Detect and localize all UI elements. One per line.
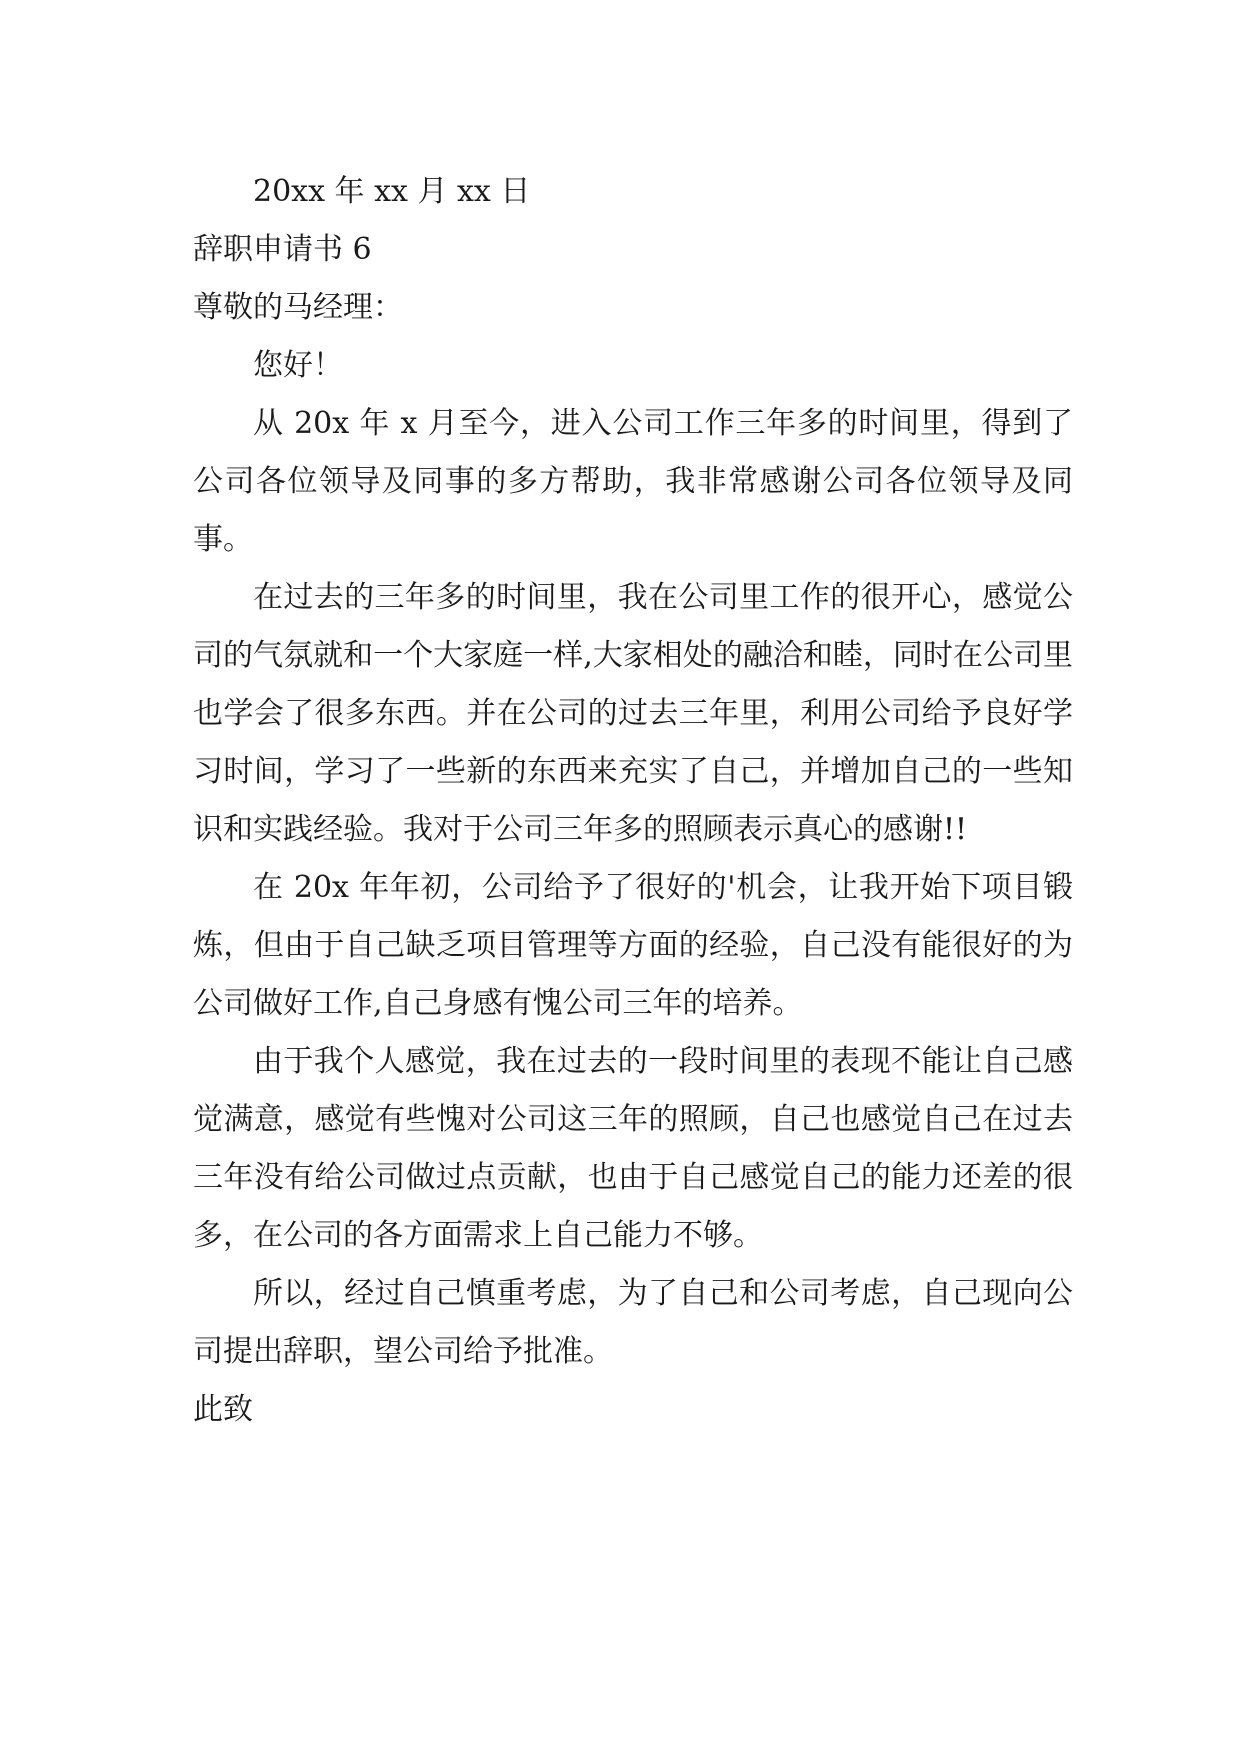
letter-page bbox=[193, 163, 1073, 1439]
paragraph-3: 在 20x 年年初，公司给予了很好的'机会，让我开始下项目锻炼，但由于自己缺乏项目管理等方面的经验，自己没有能很好的为公司做好工作,自己身感有愧公司三年的培养。 bbox=[193, 870, 1073, 1021]
paragraph-1: 从 20x 年 x 月至今，进入公司工作三年多的时间里，得到了公司各位领导及同事的多方帮助，我非常感谢公司各位领导及同事。 bbox=[193, 406, 1073, 557]
paragraph-5: 所以，经过自己慎重考虑，为了自己和公司考虑，自己现向公司提出辞职，望公司给予批准。 bbox=[193, 1276, 1073, 1369]
greeting: 您好！ bbox=[253, 348, 343, 383]
letter-title: 辞职申请书 6 bbox=[193, 232, 372, 267]
paragraph-4: 由于我个人感觉，我在过去的一段时间里的表现不能让自己感觉满意，感觉有些愧对公司这三年的照顾，自己也感觉自己在过去三年没有给公司做过点贡献，也由于自己感觉自己的能力还差的很多，在公司的各方面需求上自己能力不够。 bbox=[193, 1044, 1073, 1253]
closing: 此致 bbox=[193, 1392, 253, 1427]
salutation: 尊敬的马经理： bbox=[193, 290, 403, 325]
date-line: 20xx 年 xx 月 xx 日 bbox=[253, 174, 531, 209]
paragraph-2: 在过去的三年多的时间里，我在公司里工作的很开心，感觉公司的气氛就和一个大家庭一样,大家相处的融洽和睦，同时在公司里也学会了很多东西。并在公司的过去三年里，利用公司给予良好学习时间，学习了一些新的东西来充实了自己，并增加自己的一些知识和实践经验。我对于公司三年多的照顾表示真心的感谢!! bbox=[193, 580, 1073, 847]
